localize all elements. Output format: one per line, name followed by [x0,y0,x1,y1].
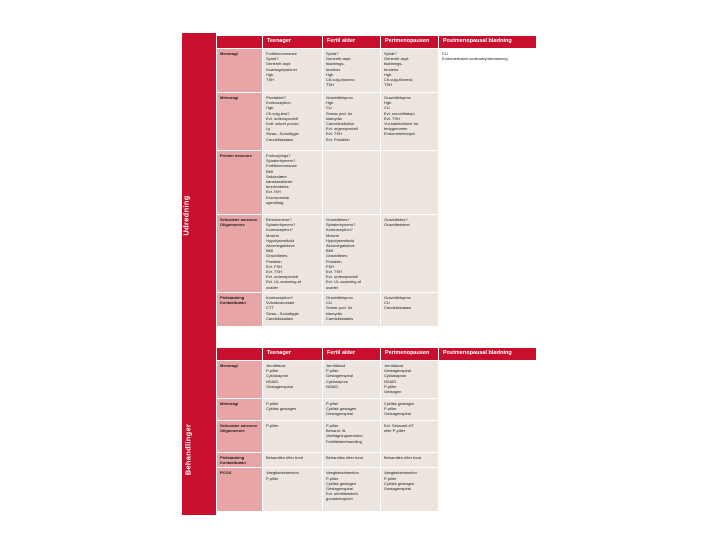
table-cell [263,215,323,293]
table-cell [323,93,381,151]
table-cell [439,468,537,512]
cell-line: P-piller [266,475,279,481]
cell-line: Graviditetsprov [326,295,353,300]
cell-line: Smear pod. for [326,305,353,311]
cell-line: NSAID [326,383,339,389]
table-cell [263,421,323,453]
cell-line: Stvas-, Sociallygie [266,310,299,316]
cell-line: Vaegttabsintention [384,470,417,476]
cell-line: CU [326,300,332,306]
cell-line: Spiralerhymero? [266,158,296,164]
cell-line: ovarier [326,284,339,290]
cell-line: Evt. ISH [266,189,281,195]
cell-line: Behandles efter fund [326,455,363,460]
column-header: Postmenopausal blødning [439,36,537,49]
cell-line: Hypofysemikoid [266,237,295,243]
table-cell [263,293,323,327]
table-cell [439,421,537,453]
cell-line: Candidiskalaes [266,136,294,142]
cell-line: Ly [266,126,271,132]
cell-line: Evt. Prolaktin [326,136,350,142]
row-header: Menoragi [217,361,263,399]
table-cell [439,49,537,93]
cell-line: Candidiskalaes [266,315,294,321]
cell-line: Spiralerhymero? [326,222,356,228]
cell-line: BMI [326,248,334,254]
cell-line: Evt. TSH [266,269,282,275]
table-cell [439,399,537,421]
cell-line: P-piller [326,423,339,428]
cell-line: Graviditetsprov [384,95,411,100]
cell-line: CU [384,300,390,306]
cell-line: eller P-piller [384,428,406,434]
cell-line: Behand. ift. [326,428,347,434]
table-row [217,49,537,93]
table-row [217,93,537,151]
cell-line: Graviditetsprov [326,95,353,100]
table-cell [323,151,381,215]
cell-line: tendens [384,66,399,72]
cell-line: P-piller [266,401,279,406]
cell-line: Mosem [266,232,280,238]
table-cell [323,453,381,468]
cell-line: Graviditetes [326,253,348,259]
cell-line: klamydia [326,310,342,316]
column-header: Perimenopausen [381,348,439,361]
cell-line: Vulvakrokontakt [266,300,295,306]
cell-line: P-piller [266,423,279,428]
cell-line: Behandles efter fund [384,455,421,460]
table-cell [439,215,537,293]
cell-line: P-piller [326,368,339,374]
table-row [217,399,537,421]
cell-line: Pivetablet? [266,95,286,100]
cell-line: Evt. ufertilitetsbeh. [326,491,359,497]
cell-line: klamydia [326,115,342,121]
cell-line: Gestagenspiral [384,486,411,492]
cell-line: blødnings- [384,61,403,67]
table-cell [439,453,537,468]
table-cell [263,468,323,512]
table-cell [381,468,439,512]
cell-line: BMI [266,248,274,254]
side-label-top: Udredning [181,195,191,236]
cell-line: Fertilitetsbehandling [326,438,362,444]
cell-line: Behandles efter fund [266,455,303,460]
table-cell [263,453,323,468]
cell-line: Gestagenspiral [326,373,353,379]
row-header: Primær amenore [217,151,263,215]
cell-line: TSH [384,82,392,88]
cell-line: Hypofysemikoid [326,237,355,243]
cell-line: Graviditetes? [384,217,408,222]
cell-line: TSH [326,82,334,88]
cell-line: Cyklokapron [266,373,289,379]
table-cell [263,361,323,399]
cell-line: Gestagenspiral [384,368,411,374]
cell-line: ugentiltag [266,199,284,205]
cell-line: Hgb [326,100,334,106]
cell-line: Vul-kateketioner for [384,121,419,127]
cell-line: Smear pod. for [326,110,353,116]
cell-line: Forhoejrings? [266,153,291,158]
cell-line: Prolaktin [266,258,282,264]
table-cell [381,215,439,293]
cell-line: NSAID [266,378,279,384]
cell-line: P-piller [384,383,397,389]
cell-line: Stvas-, Sociallygie [266,131,299,137]
column-header: Fertil alder [323,348,381,361]
cell-line: Evt. FSH [266,263,283,269]
header-corner [217,36,263,49]
cell-line: Hgb [384,71,392,77]
cell-line: Gestagenspiral [384,411,411,417]
cell-line: P-piller [384,406,397,412]
table-cell [439,293,537,327]
cell-line: Graviditetes? [326,217,350,222]
cell-line: Cancelloidiotion [326,121,355,127]
column-header: Teenager [263,348,323,361]
cell-line: BMI [266,168,274,174]
cell-line: Ctl-vulg-tiloness [384,77,413,83]
table-row [217,293,537,327]
cell-line: Kontraception [266,100,291,106]
table-cell [381,361,439,399]
cell-line: Akromegalsteve [326,243,355,249]
table-cell [439,361,537,399]
cell-line: kønskarakterer [266,179,293,185]
row-header: Metroragi [217,399,263,421]
cell-line: ovarier [266,284,279,290]
cell-line: Hgb [266,105,274,111]
table-row [217,151,537,215]
table-row [217,421,537,453]
cell-line: Sekundære [266,173,287,179]
cell-line: Cyklisk gestagen [326,406,357,412]
cell-line: Akromegalsteve [266,243,295,249]
cell-line: Kontraception? [266,295,293,300]
table-row [217,453,537,468]
cell-line: Spiral? [384,51,397,56]
table-cell [439,151,537,215]
row-header: Menoragi [217,49,263,93]
cell-line: Evt. UL-scanning af [326,279,361,285]
row-header: Pletblødning Kontaktblødn [217,293,263,327]
cell-line: P-piller [326,475,339,481]
cell-line: CU [326,105,332,111]
cell-line: Hgb [266,71,274,77]
column-header: Fertil alder [323,36,381,49]
row-header: PCOS [217,468,263,512]
cell-line: Spiralerhymero? [266,222,296,228]
cell-line: CU [442,51,448,56]
cell-line: TSH [266,77,274,83]
cell-line: Fortilkenormance [266,163,297,169]
column-header: Postmenopausal blødning [439,348,537,361]
table-cell [263,93,323,151]
section-sidebar [182,33,216,515]
cell-line: Fortilkenormance [266,51,297,56]
cell-line: Gestagenspiral [266,383,293,389]
cell-line: blødnings- [326,61,345,67]
cell-line: Jerntilskud [384,363,404,368]
cell-line: Graviditetes [266,253,288,259]
cell-line: Evt. TSH [384,115,400,121]
table-cell [381,93,439,151]
cell-line: Jerntilskud [326,363,346,368]
cell-line: CTT [266,305,274,311]
cell-line: Gestagenspiral [326,411,353,417]
cell-line: Mosem [326,232,340,238]
cell-line: Endometrialeb-ocdkuratyrdentanning [442,56,508,62]
cell-line: Evt. ordenspecielt [266,274,298,280]
cell-line: Endometrieboipsi [384,131,415,137]
table-cell [263,151,323,215]
cell-line: Cyklisk gestagen [266,406,297,412]
column-header: Teenager [263,36,323,49]
row-header: Metroragi [217,93,263,151]
cell-line: Cyklisk gestagen [384,401,415,406]
cell-line: tendens [326,66,341,72]
cell-line: Evt. TSH [326,269,342,275]
table-cell [323,49,381,93]
cell-line: Gestagen [384,389,402,395]
cell-line: Vaegttabsintention [266,470,299,476]
cell-line: FSH [326,263,334,269]
table-cell [323,293,381,327]
table-cell [263,399,323,421]
cell-line: Candidiskalaes [384,305,412,311]
table-cell [323,361,381,399]
table-cell [323,215,381,293]
table-row [217,215,537,293]
table-cell [323,468,381,512]
cell-line: P-piller [384,475,397,481]
side-label-bottom: Behandlinger [183,423,193,476]
column-header: Perimenopausen [381,36,439,49]
cell-line: Evt. TSH [326,131,342,137]
cell-line: fertygenomer [384,126,408,132]
cell-line: Kontraception? [326,227,353,233]
cell-line: Evt. sonohifiatopi [384,110,415,116]
cell-line: Evt. orgenspecielt [326,126,358,132]
cell-line: tennhvidetes [266,184,289,190]
table-cell [381,293,439,327]
cell-line: Cyklisk gestagen [384,480,415,486]
cell-line: Spiral? [326,51,339,56]
table-cell [381,421,439,453]
header-corner [217,348,263,361]
cell-line: Hgb [384,100,392,106]
table-cell [323,399,381,421]
cell-line: Koavingelpatoner [266,66,298,72]
treatment-table [216,347,537,512]
cell-line: Evt. ordenspecielt [266,115,298,121]
table-cell [323,421,381,453]
cell-line: NSAID [384,378,397,384]
table-cell [263,49,323,93]
cell-line: Evt. ordenspecielt [326,274,358,280]
cell-line: Spiral? [266,56,279,62]
table-cell [381,151,439,215]
cell-line: Vaegttabsintention [326,470,359,476]
table-cell [381,453,439,468]
row-header: Pletblødning Kontaktblødn [217,453,263,468]
cell-line: Cyklokapron [326,378,349,384]
cell-line: Cyklokapron [384,373,407,379]
cell-line: Evt. Seksuelt-HT [384,423,415,428]
table-row [217,361,537,399]
cell-line: Generelt aspt: [326,56,352,62]
assessment-table [216,35,537,327]
table-row [217,468,537,512]
table-cell [439,93,537,151]
row-header: Sekundær amenore Oligomenore [217,421,263,453]
cell-line: Evt. UL-scanning af [266,279,301,285]
cell-line: P-piller [266,368,279,374]
cell-line: Graviditetsprov [384,295,411,300]
table-cell [381,399,439,421]
row-header: Sekundær amenore Oligomenore [217,215,263,293]
cell-line: Ctl-vulg-test? [266,110,290,116]
cell-line: Kult. sekret prover: [266,121,300,127]
cell-line: gonadotropiner [326,496,353,502]
cell-line: Generelt aspt: [266,61,292,67]
table-cell [381,49,439,93]
cell-line: Vaeltagningsrevision [326,433,363,439]
cell-line: Candidiskalaes [326,315,354,321]
cell-line: P-piller [326,401,339,406]
cell-line: Gestagenspiral [326,486,353,492]
cell-line: Eilnomenene? [266,217,292,222]
cell-line: Jerntilskud [266,363,286,368]
cell-line: Prolaktin [326,258,342,264]
cell-line: Hgb [326,71,334,77]
cell-line: Cyklisk gestagen [326,480,357,486]
cell-line: Kontraception? [266,227,293,233]
cell-line: Generelt aspt: [384,56,410,62]
cell-line: CU [384,105,390,111]
cell-line: Ctl-vulg-tiloness [326,77,355,83]
cell-line: Graviditetstest [384,222,410,228]
cell-line: Kromsomesk [266,194,290,200]
